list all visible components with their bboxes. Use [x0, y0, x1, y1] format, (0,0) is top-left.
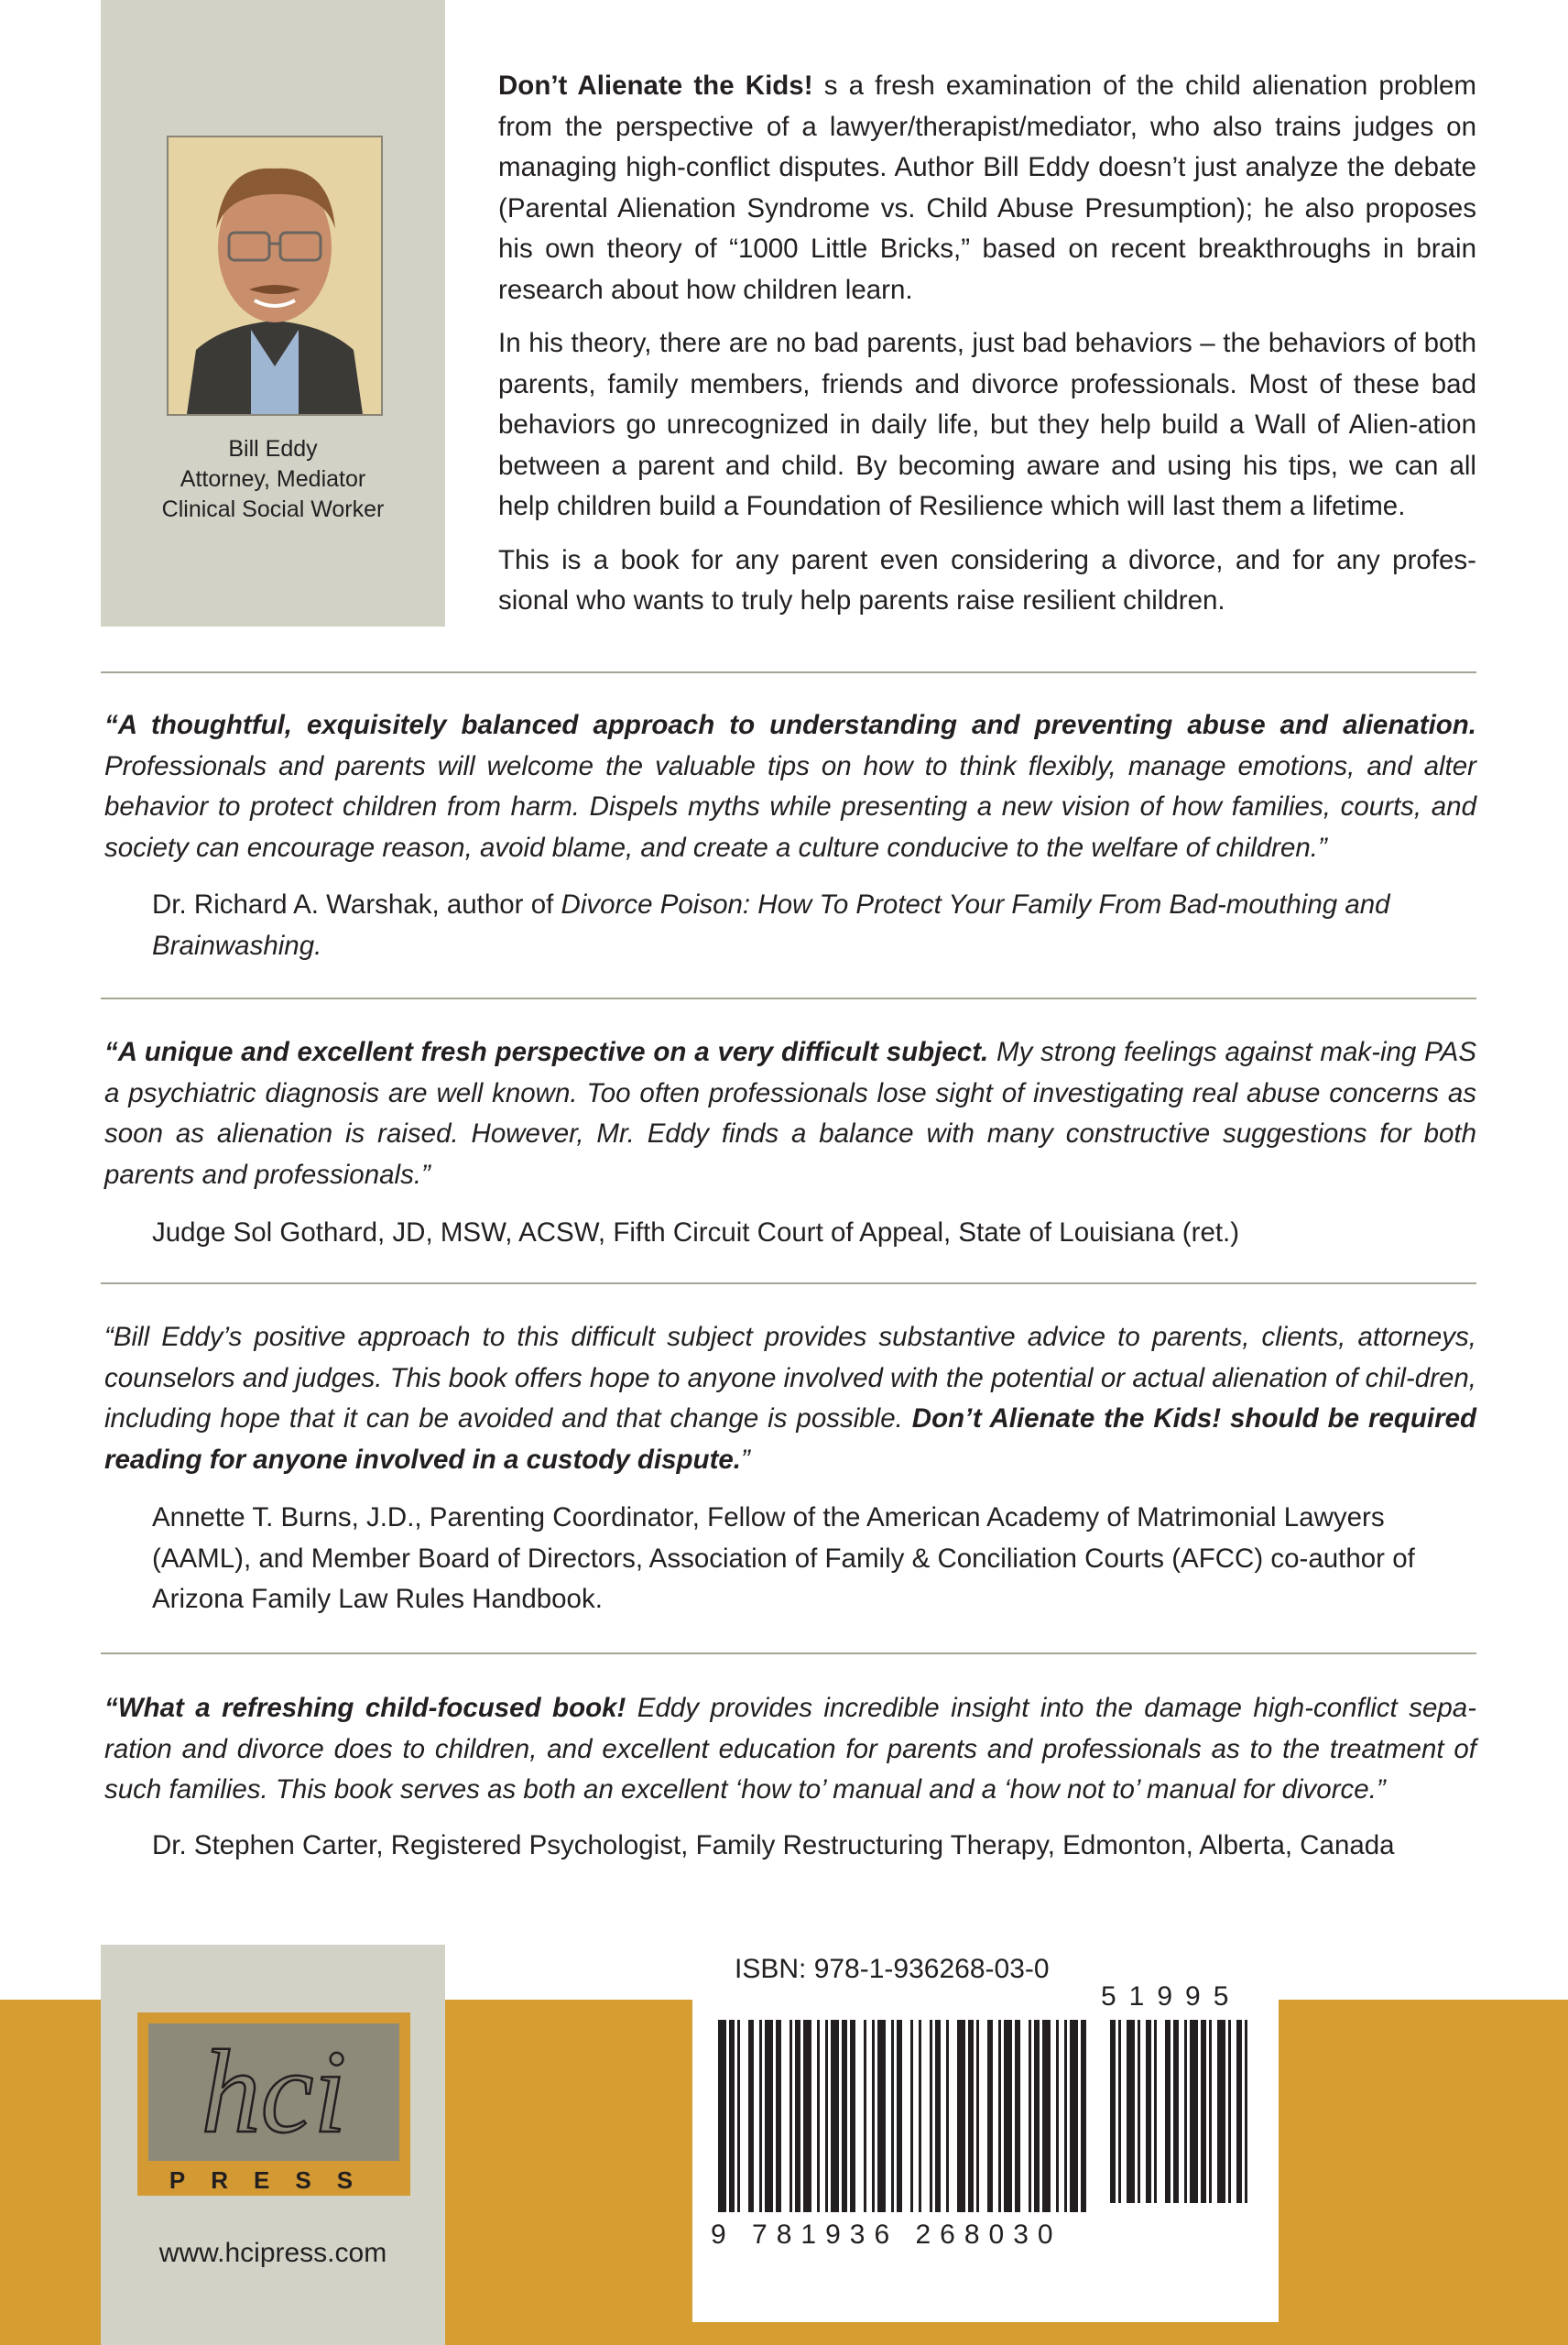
description-text-1: s a fresh examination of the child alienation problem from the perspective of a lawyer/therapist/mediator, who also trains judges on managing high-conflict disputes. Author Bill Eddy doesn’t just analyze the debate (Parental Alienation Syndrome vs. Child Abuse Presumption); he also proposes his own theory of “1000 Little Bricks,” based on recent breakthroughs in brain research about how children learn.	[498, 71, 1476, 305]
barcode-bar	[803, 2020, 811, 2212]
barcode-bar	[946, 2020, 949, 2212]
barcode-bar	[729, 2020, 735, 2212]
quote-2-highlight: “A unique and excellent fresh perspective on a very difficult subject.	[104, 1037, 989, 1067]
barcode-bar	[831, 2020, 839, 2212]
testimonial-attribution-2: Judge Sol Gothard, JD, MSW, ACSW, Fifth Circuit Court of Appeal, State of Louisiana (ret.)	[152, 1217, 1240, 1248]
barcode-addon-bar	[1110, 2020, 1116, 2203]
barcode-addon-bar	[1245, 2020, 1247, 2203]
barcode-addon-bar	[1201, 2020, 1206, 2203]
barcode-bar	[891, 2020, 894, 2212]
barcode-bar	[1034, 2020, 1040, 2212]
isbn-label: ISBN: 978-1-936268-03-0	[735, 1954, 1050, 1984]
attribution-1-text: Dr. Richard A. Warshak, author of	[152, 889, 561, 920]
publisher-panel	[101, 1945, 445, 2345]
description-paragraph-1	[498, 66, 1476, 311]
barcode-bar	[864, 2020, 866, 2212]
testimonial-quote-1	[104, 705, 1476, 868]
barcode-bar	[930, 2020, 932, 2212]
barcode-bar	[968, 2020, 974, 2212]
quote-3-highlight: Don’t Alienate the Kids! should be required reading for anyone involved in a custody dispute.	[104, 1403, 1477, 1475]
testimonial-quote-3	[104, 1317, 1476, 1480]
author-caption	[101, 434, 445, 525]
testimonial-attribution-4: Dr. Stephen Carter, Registered Psychologist, Family Restructuring Therapy, Edmonton, Alberta, Canada	[152, 1830, 1395, 1860]
barcode-bar	[987, 2020, 993, 2212]
book-description	[498, 66, 1476, 635]
barcode-bar	[1070, 2020, 1078, 2212]
barcode-addon-bar	[1236, 2020, 1242, 2203]
publisher-logo-field	[148, 2023, 399, 2161]
barcode-bar	[910, 2020, 913, 2212]
barcode-bar	[850, 2020, 855, 2212]
divider-rule	[101, 1652, 1476, 1654]
author-portrait-illustration	[169, 137, 381, 414]
barcode-addon-bar	[1217, 2020, 1225, 2203]
quote-4-highlight: “What a refreshing child-focused book!	[104, 1693, 626, 1723]
barcode-bar	[737, 2020, 740, 2212]
book-title: Don’t Alienate the Kids!	[498, 71, 813, 101]
barcode-bar	[759, 2020, 762, 2212]
testimonial-attribution-1	[152, 885, 1476, 966]
barcode-bar	[842, 2020, 847, 2212]
attribution-1-book-title: Divorce Poison: How To Protect Your Family From Bad-mouthing and Brainwashing.	[152, 889, 1390, 961]
barcode-addon-bar	[1228, 2020, 1231, 2203]
barcode-addon-bar	[1118, 2020, 1121, 2203]
barcode-bar	[748, 2020, 754, 2212]
quote-1-highlight: “A thoughtful, exquisitely balanced approach to understanding and preventing abuse and alienation.	[104, 710, 1476, 740]
barcode-bar	[1064, 2020, 1067, 2212]
author-photo	[167, 136, 383, 416]
barcode-bar	[877, 2020, 886, 2212]
barcode-bar	[795, 2020, 800, 2212]
quote-1-text: Professionals and parents will welcome the valuable tips on how to think flexibly, manage emotions, and alter behavior to protect children from harm. Dispels myths while presenting a new vision of how families, courts, and society can encourage reason, avoid blame, and create a culture conducive to the welfare of children.”	[104, 750, 1476, 863]
barcode-addon-bar	[1146, 2020, 1151, 2203]
ean-digits: 9 781936 268030	[711, 2220, 1062, 2250]
testimonial-attribution-3: Annette T. Burns, J.D., Parenting Coordinator, Fellow of the American Academy of Matrimonial Lawyers (AAML), and Member Board of Directors, Association of Family & Conciliation Courts (AFCC) co-author of Arizona Family Law Rules Handbook.	[152, 1502, 1415, 1614]
barcode-bar	[976, 2020, 979, 2212]
testimonial-quote-4	[104, 1688, 1476, 1811]
barcode-bar	[935, 2020, 941, 2212]
barcode-addon-bar	[1209, 2020, 1212, 2203]
divider-rule	[101, 671, 1476, 673]
barcode-bar	[1015, 2020, 1020, 2212]
barcode-bar	[998, 2020, 1001, 2212]
publisher-press-label: PRESS	[169, 2166, 379, 2194]
barcode-bar	[1042, 2020, 1051, 2212]
barcode-bar	[919, 2020, 921, 2212]
barcode-addon-bar	[1165, 2020, 1171, 2203]
barcode-bar	[776, 2020, 781, 2212]
barcode-bar	[1004, 2020, 1012, 2212]
barcode-bar	[825, 2020, 828, 2212]
testimonial-quote-2	[104, 1032, 1476, 1195]
publisher-url: www.hcipress.com	[158, 2238, 387, 2268]
divider-rule	[101, 998, 1476, 999]
barcode-bar	[1081, 2020, 1086, 2212]
quote-3-closing: ”	[741, 1444, 750, 1475]
barcode-bar	[718, 2020, 726, 2212]
barcode-addon-bar	[1184, 2020, 1187, 2203]
barcode-bar	[789, 2020, 792, 2212]
barcode-addon-bar	[1173, 2020, 1179, 2203]
barcode-addon-bar	[1190, 2020, 1198, 2203]
author-panel	[101, 0, 445, 627]
author-title-line1: Attorney, Mediator	[180, 466, 366, 492]
description-paragraph-2: In his theory, there are no bad parents, just bad behaviors – the behaviors of both parents, family members, friends and divorce professionals. Most of these bad behaviors go unrecognized in daily life, but they help build a Wall of Alien-ation between a parent and child. By becoming aware and using his tips, we can all help children build a Foundation of Resilience which will last them a lifetime.	[498, 328, 1476, 521]
publisher-logo-wordmark: hci	[201, 2026, 347, 2158]
publisher-logo-mark	[148, 2023, 399, 2161]
barcode-addon-bar	[1154, 2020, 1157, 2203]
barcode-addon-bar	[1127, 2020, 1135, 2203]
barcode-icon	[718, 2020, 1268, 2221]
barcode-bar	[897, 2020, 902, 2212]
barcode-bar	[957, 2020, 965, 2212]
quote-4-text: Eddy provides incredible insight into the damage high-conflict sepa-ration and divorce does to children, and excellent education for parents and professionals as to the treatment of such families. This book serves as both an excellent ‘how to’ manual and a ‘how not to’ manual for divorce.”	[104, 1693, 1476, 1805]
barcode-bar	[765, 2020, 773, 2212]
author-name: Bill Eddy	[228, 436, 318, 462]
description-paragraph-3: This is a book for any parent even considering a divorce, and for any profes-sional who wants to truly help parents raise resilient children.	[498, 544, 1476, 616]
barcode-bar	[872, 2020, 875, 2212]
barcode-panel	[692, 1945, 1279, 2322]
barcode-addon-bar	[1138, 2020, 1140, 2203]
barcode-bar	[1029, 2020, 1031, 2212]
publisher-logo	[137, 2012, 410, 2196]
author-title-line2: Clinical Social Worker	[161, 496, 385, 522]
divider-rule	[101, 1282, 1476, 1284]
price-code: 51995	[1101, 1981, 1242, 2012]
barcode-bar	[817, 2020, 820, 2212]
quote-3-text: “Bill Eddy’s positive approach to this difficult subject provides substantive advice to parents, clients, attorneys, counselors and judges. This book offers hope to anyone involved with the potential or actual alienation of chil-dren, including hope that it can be avoided and that change is possible.	[104, 1322, 1476, 1434]
barcode-bar	[1056, 2020, 1059, 2212]
quote-2-text: My strong feelings against mak-ing PAS a psychiatric diagnosis are well known. Too often professionals lose sight of investigating real abuse concerns as soon as alienation is raised. However, Mr. Eddy finds a balance with many constructive suggestions for both parents and professionals.”	[104, 1037, 1476, 1190]
